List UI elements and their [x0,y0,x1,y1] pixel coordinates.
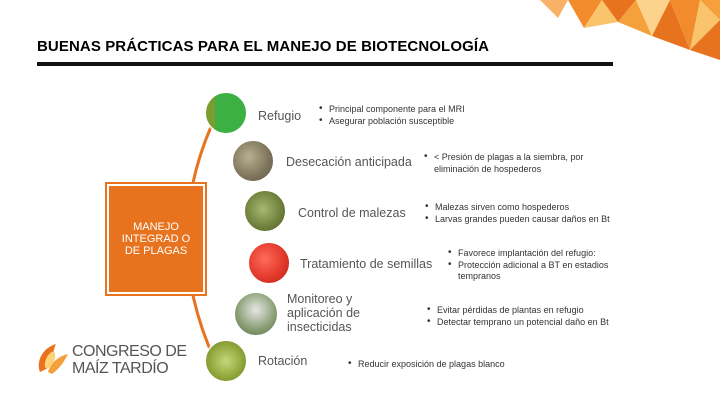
mip-box [107,184,205,294]
bullet: • Malezas sirven como hospederos [425,202,635,214]
corn-logo-icon [34,342,70,378]
bullets-refugio [319,104,519,127]
bullet: • Asegurar población susceptible [319,116,519,128]
logo-text-line1: CONGRESO DE [72,343,187,360]
bullet: • Detectar temprano un potencial daño en Bt [427,317,637,329]
bullet: • Reducir exposición de plagas blanco [348,359,568,371]
label-desecacion: Desecación anticipada [286,155,412,169]
label-monitoreo: Monitoreo y aplicación de insecticidas [287,292,360,334]
label-semillas: Tratamiento de semillas [300,257,433,271]
bullet: • < Presión de plagas a la siembra, por eliminación de hospederos [424,152,624,175]
logo-text-line2: MAÍZ TARDÍO [72,360,169,377]
bullets-rotacion [348,359,568,371]
label-malezas: Control de malezas [298,206,406,220]
rotacion-image [205,340,247,382]
malezas-image [244,190,286,232]
bullet: • Principal componente para el MRI [319,104,519,116]
label-rotacion: Rotación [258,354,308,368]
bullet: • Larvas grandes pueden causar daños en Bt [425,214,635,226]
bullets-malezas [425,202,635,225]
page-title: BUENAS PRÁCTICAS PARA EL MANEJO DE BIOTECNOLOGÍA [37,38,490,55]
refugio-image [205,92,247,134]
bullets-desecacion [424,152,624,175]
monitoreo-image [234,292,278,336]
desecacion-image [232,140,274,182]
bullet: • Protección adicional a BT en estadios tempranos [448,260,638,283]
mip-box-label: MANEJO INTEGRAD O DE PLAGAS [121,221,191,257]
bullets-monitoreo [427,305,637,328]
bullet: • Evitar pérdidas de plantas en refugio [427,305,637,317]
bullets-semillas [448,248,638,283]
label-refugio: Refugio [258,109,302,123]
semillas-image [248,242,290,284]
bullet: • Favorece implantación del refugio: [448,248,638,260]
